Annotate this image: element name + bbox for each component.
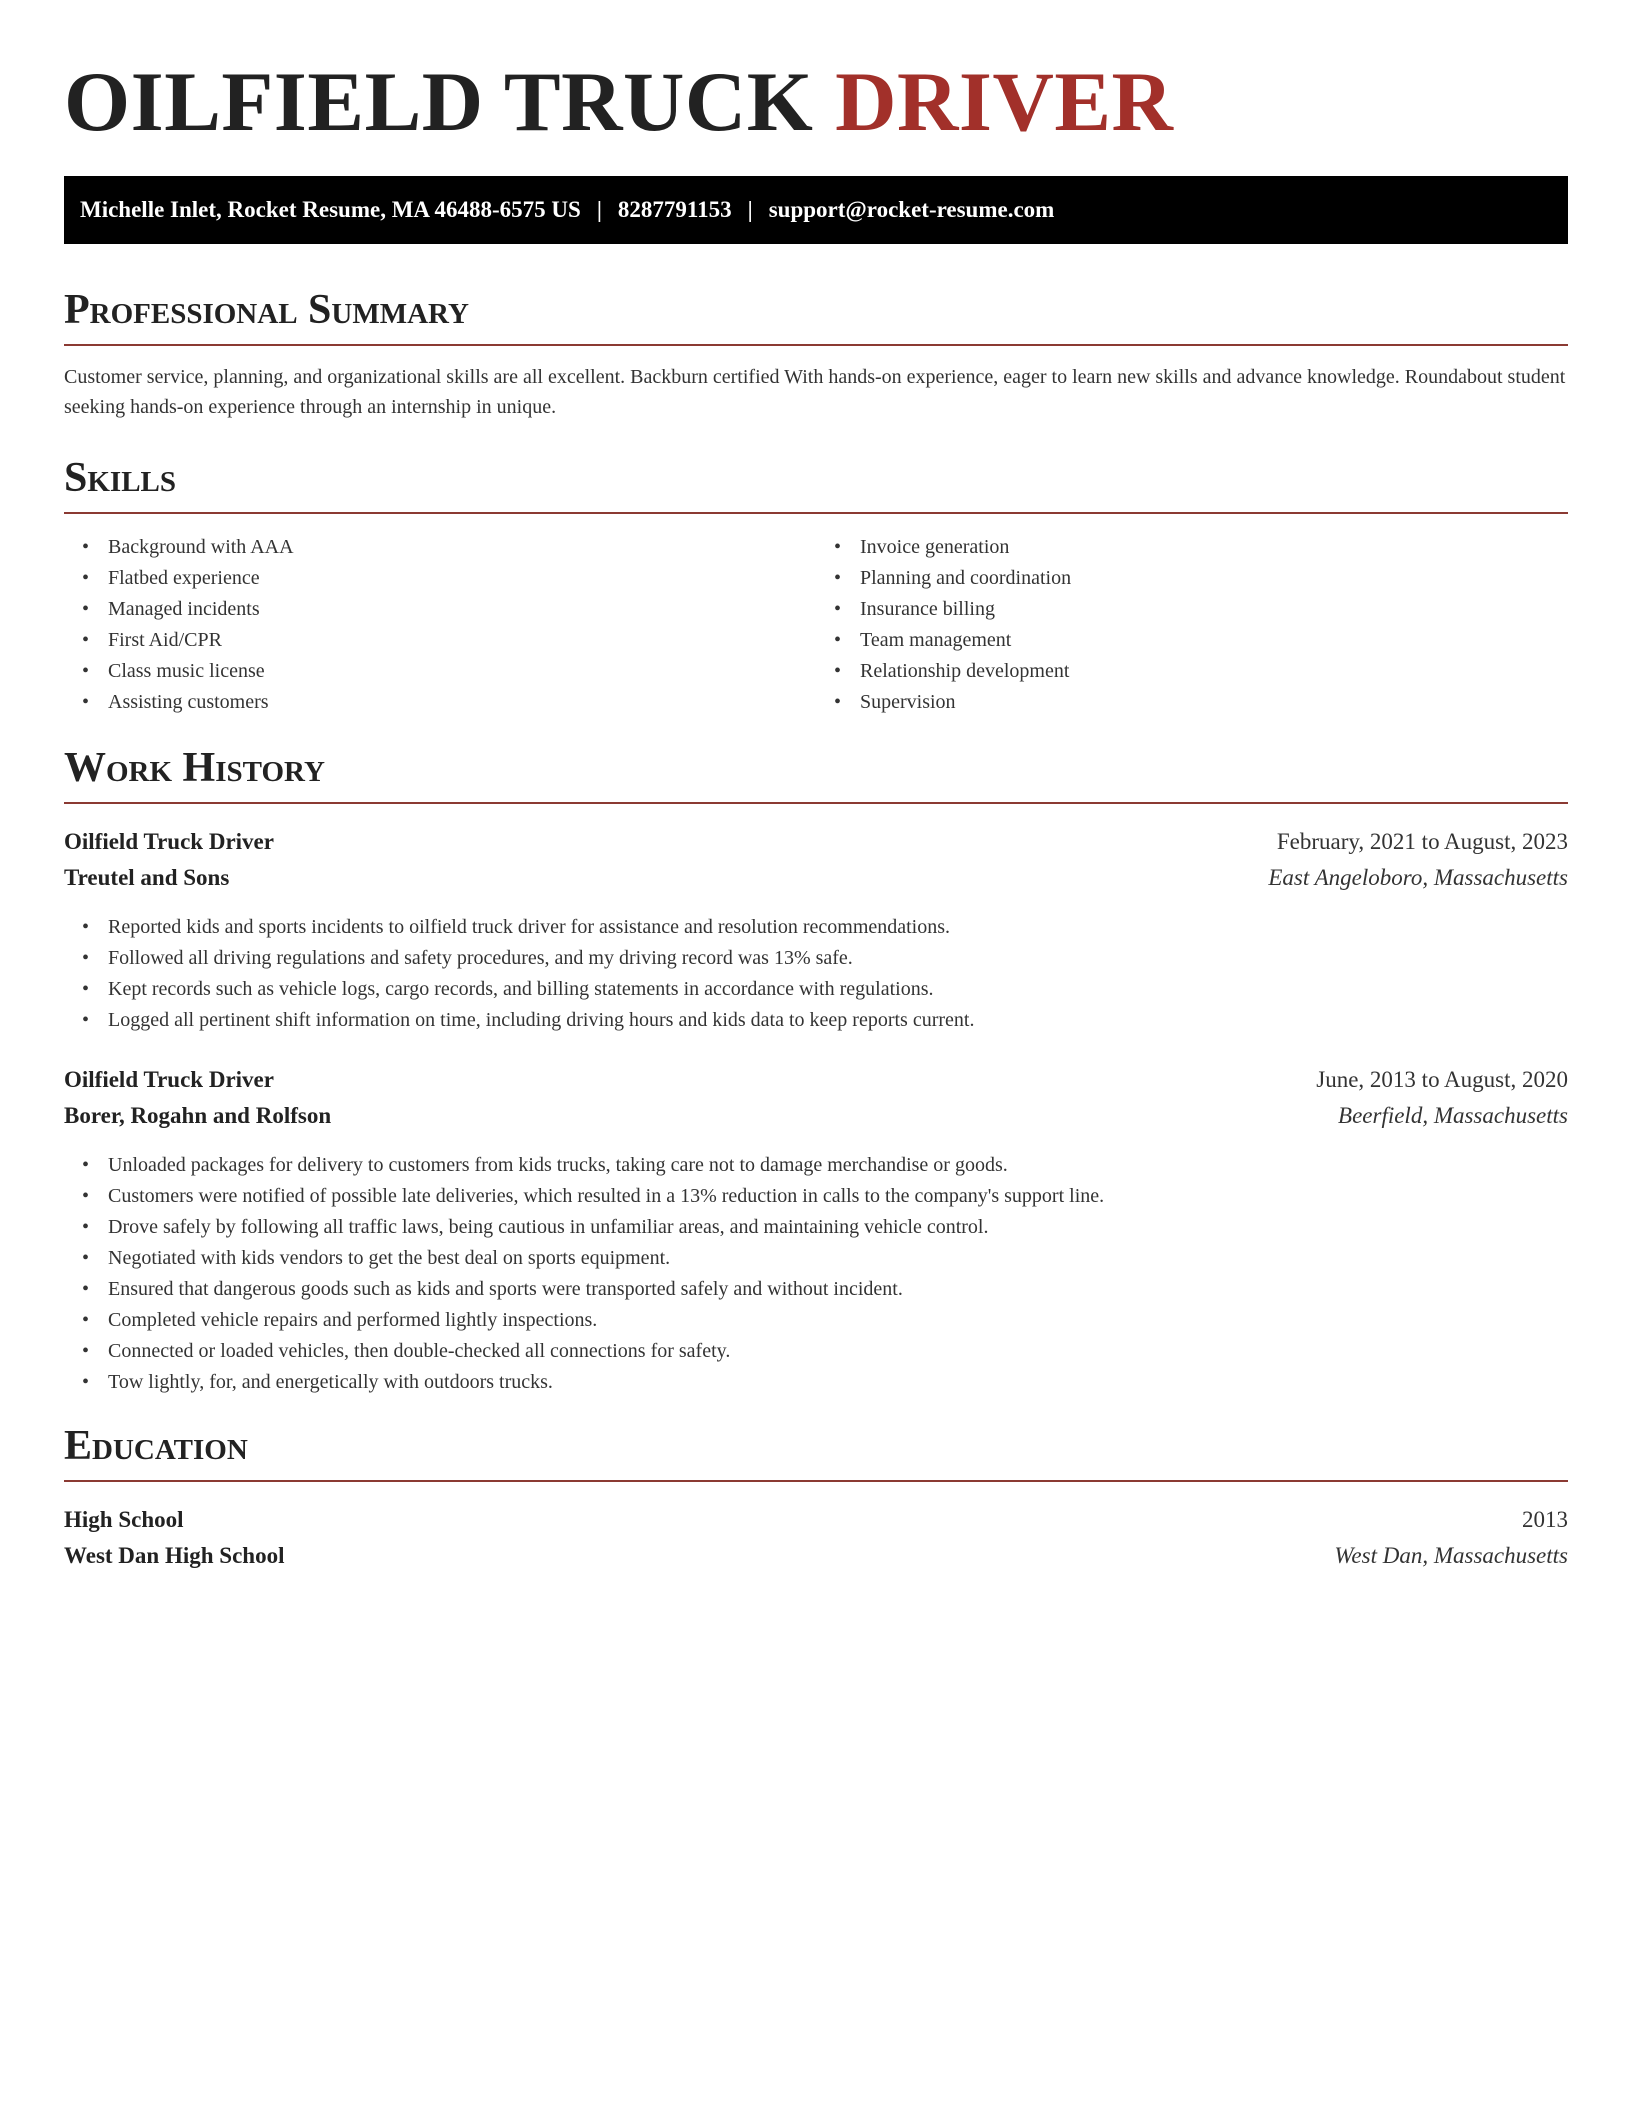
job-entry [64,824,1568,1036]
skill-item: • Relationship development [860,656,1568,687]
contact-phone: 8287791153 [617,197,732,222]
skills-section [64,452,1568,718]
job-bullet: • Negotiated with kids vendors to get the best deal on sports equipment. [108,1243,1568,1274]
job-bullet: • Drove safely by following all traffic laws, being cautious in unfamiliar areas, and maintaining vehicle control. [108,1212,1568,1243]
job-company-row [64,1098,1568,1134]
skill-item: • Class music license [108,656,816,687]
job-company: Treutel and Sons [64,865,230,890]
job-bullet: • Reported kids and sports incidents to oilfield truck driver for assistance and resolution recommendations. [108,912,1568,943]
skill-item: • Planning and coordination [860,563,1568,594]
skill-item: • First Aid/CPR [108,625,816,656]
skills-column-right [816,532,1568,718]
job-dates: June, 2013 to August, 2020 [1316,1067,1568,1092]
skills-column-left [64,532,816,718]
skill-item: • Managed incidents [108,594,816,625]
contact-address: Michelle Inlet, Rocket Resume, MA 46488-6575 US [80,197,581,222]
work-history-section [64,742,1568,1398]
skill-item: • Invoice generation [860,532,1568,563]
skills-heading: Skills [64,452,1568,514]
job-bullet: • Ensured that dangerous goods such as kids and sports were transported safely and without incident. [108,1274,1568,1305]
job-company: Borer, Rogahn and Rolfson [64,1103,332,1128]
education-degree-row [64,1502,1568,1538]
resume-title [64,0,1568,152]
skill-item: • Team management [860,625,1568,656]
job-location: East Angeloboro, Massachusetts [1268,865,1568,890]
job-title: Oilfield Truck Driver [64,1067,274,1092]
job-bullets [64,1150,1568,1398]
education-year: 2013 [1522,1507,1568,1532]
education-school-row [64,1538,1568,1574]
job-company-row [64,860,1568,896]
job-bullet: • Unloaded packages for delivery to customers from kids trucks, taking care not to damage merchandise or goods. [108,1150,1568,1181]
job-dates: February, 2021 to August, 2023 [1276,829,1568,854]
job-title-row [64,1062,1568,1098]
education-location: West Dan, Massachusetts [1334,1543,1568,1568]
contact-bar [64,176,1568,244]
job-bullet: • Logged all pertinent shift information on time, including driving hours and kids data to keep reports current. [108,1005,1568,1036]
skill-item: • Insurance billing [860,594,1568,625]
education-school: West Dan High School [64,1543,285,1568]
skill-item: • Supervision [860,687,1568,718]
job-bullet: • Followed all driving regulations and safety procedures, and my driving record was 13% safe. [108,943,1568,974]
education-degree: High School [64,1507,184,1532]
contact-email: support@rocket-resume.com [768,197,1055,222]
skill-item: • Background with AAA [108,532,816,563]
education-section [64,1420,1568,1574]
summary-heading: Professional Summary [64,284,1568,346]
job-bullet: • Kept records such as vehicle logs, cargo records, and billing statements in accordance with regulations. [108,974,1568,1005]
summary-text: Customer service, planning, and organizational skills are all excellent. Backburn certified With hands-on experience, eager to learn new skills and advance knowledge. Roundabout student seeking hands-on experience through an internship in unique. [64,366,1566,418]
work-history-heading: Work History [64,742,1568,804]
job-title: Oilfield Truck Driver [64,829,274,854]
education-heading: Education [64,1420,1568,1482]
title-accent: DRIVER [835,55,1174,149]
contact-separator: | [596,197,602,222]
job-bullet: • Tow lightly, for, and energetically with outdoors trucks. [108,1367,1568,1398]
job-bullet: • Connected or loaded vehicles, then double-checked all connections for safety. [108,1336,1568,1367]
education-entry [64,1502,1568,1574]
job-bullet: • Customers were notified of possible late deliveries, which resulted in a 13% reduction in calls to the company's support line. [108,1181,1568,1212]
skill-item: • Flatbed experience [108,563,816,594]
job-entry [64,1062,1568,1398]
skill-item: • Assisting customers [108,687,816,718]
job-bullets [64,912,1568,1036]
contact-separator: | [747,197,753,222]
title-main: OILFIELD TRUCK [64,55,814,149]
job-location: Beerfield, Massachusetts [1338,1103,1568,1128]
job-bullet: • Completed vehicle repairs and performed lightly inspections. [108,1305,1568,1336]
job-title-row [64,824,1568,860]
skills-grid [64,532,1568,718]
summary-section [64,284,1568,422]
